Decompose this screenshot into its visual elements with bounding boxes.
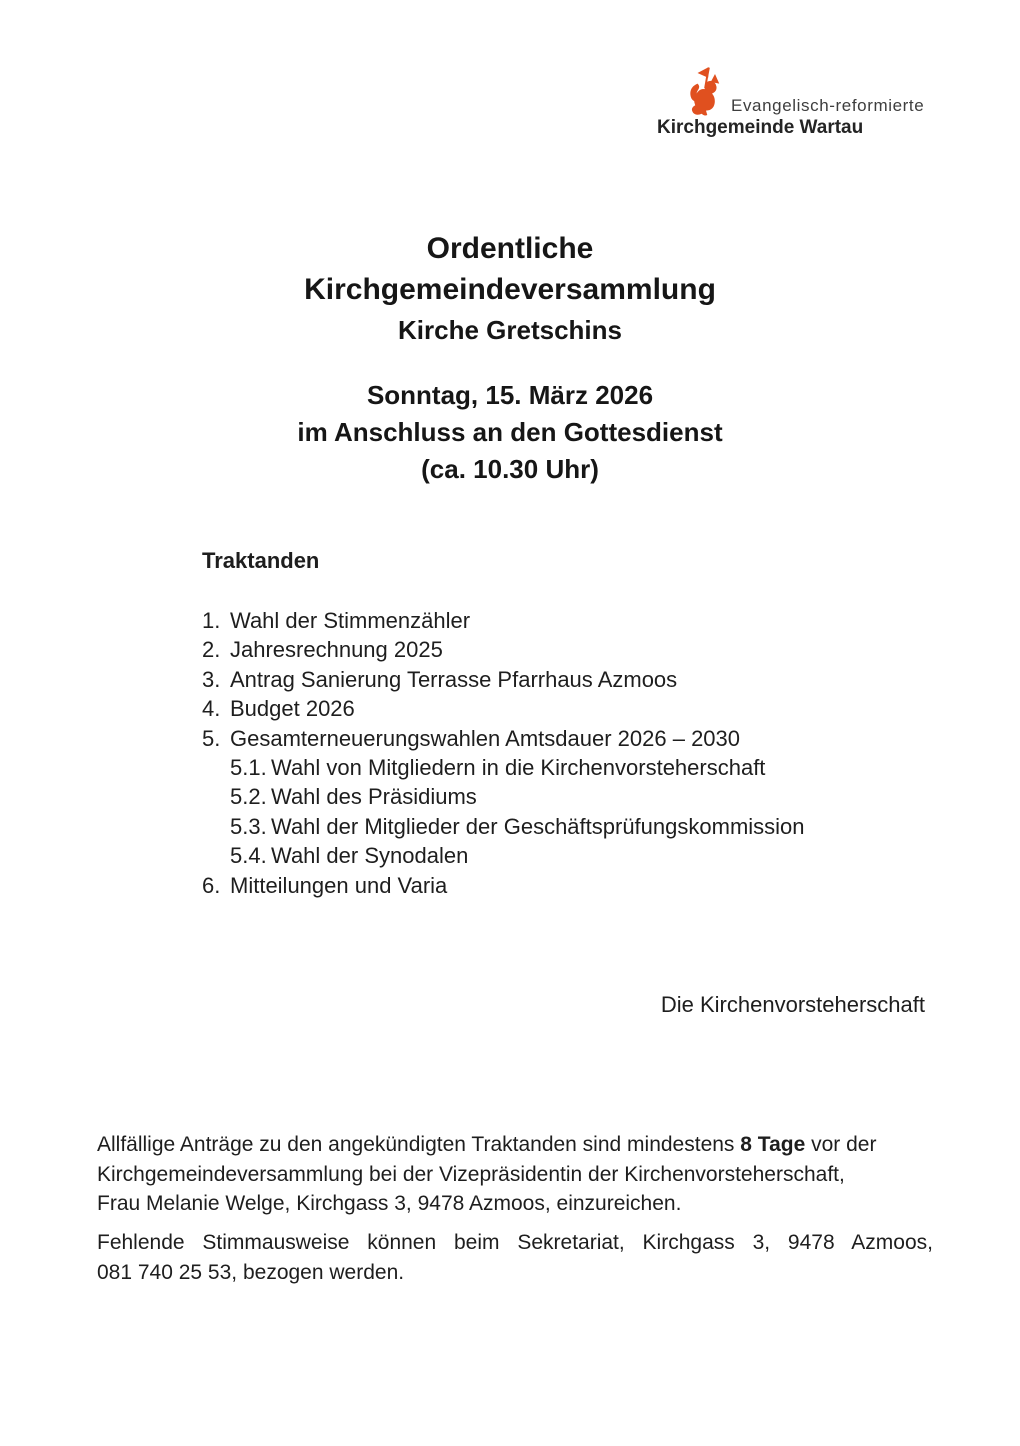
agenda-item-number: 5.: [202, 725, 221, 751]
signature-line: Die Kirchenvorsteherschaft: [660, 992, 925, 1017]
agenda-item-label: Antrag Sanierung Terrasse Pfarrhaus Azmoos: [230, 666, 678, 692]
note-text: vor der: [805, 1133, 877, 1156]
agenda-item-number: 3.: [202, 666, 221, 692]
note-text: Kirchgemeindeversammlung bei der Vizepräsidentin der Kirchenvorsteherschaft,: [97, 1162, 845, 1186]
agenda-item-label: Wahl von Mitgliedern in die Kirchenvorsteherschaft: [271, 755, 766, 781]
agenda-item-number: 5.3.: [230, 813, 267, 839]
title-line2: Kirchgemeindeversammlung: [304, 273, 716, 306]
event-datetime: [0, 377, 1020, 488]
note-text: Allfällige Anträge zu den angekündigten Traktanden sind mindestens: [97, 1133, 741, 1156]
agenda-item-label: Gesamterneuerungswahlen Amtsdauer 2026 – 2030: [230, 725, 741, 751]
agenda-subitem: [202, 841, 922, 870]
note-text: Frau Melanie Welge, Kirchgass 3, 9478 Azmoos, einzureichen.: [97, 1192, 682, 1216]
agenda-item-label: Wahl der Synodalen: [271, 843, 469, 869]
event-time: (ca. 10.30 Uhr): [421, 454, 599, 484]
agenda-item-number: 6.: [202, 872, 221, 898]
agenda-item: [202, 606, 922, 635]
agenda-item: [202, 665, 922, 694]
event-info: im Anschluss an den Gottesdienst: [297, 417, 723, 447]
agenda-item-label: Wahl des Präsidiums: [271, 784, 477, 810]
agenda-item-label: Budget 2026: [230, 696, 355, 722]
note-bold-deadline: 8 Tage: [740, 1133, 806, 1156]
agenda-item-label: Jahresrechnung 2025: [230, 637, 443, 663]
logo-org-line1: Evangelisch-reformierte: [731, 96, 925, 115]
note-submission-deadline: [97, 1130, 933, 1219]
agenda-item-label: Wahl der Mitglieder der Geschäftsprüfungskommission: [271, 813, 805, 839]
agenda-item-number: 4.: [202, 696, 221, 722]
agenda-subitem: [202, 782, 922, 811]
agenda-heading: Traktanden: [202, 548, 320, 573]
agenda-subitem: [202, 812, 922, 841]
note-text: Fehlende Stimmausweise können beim Sekretariat, Kirchgass 3, 9478 Azmoos,: [97, 1231, 933, 1254]
agenda-item: [202, 635, 922, 664]
event-date: Sonntag, 15. März 2026: [366, 380, 654, 410]
agenda-item-number: 5.1.: [230, 755, 267, 781]
agenda-item: [202, 871, 922, 900]
agenda-item-number: 2.: [202, 637, 221, 663]
agenda-item: [202, 724, 922, 753]
logo-org-line2: Kirchgemeinde Wartau: [657, 117, 864, 138]
agenda-subitem: [202, 753, 922, 782]
agenda-item-number: 5.4.: [230, 843, 267, 869]
agenda-item-label: Wahl der Stimmenzähler: [230, 608, 471, 633]
title-line1: Ordentliche: [426, 232, 594, 265]
agenda-item-number: 5.2.: [230, 784, 267, 810]
agenda-list: [202, 606, 922, 900]
rooster-flag-icon: [688, 66, 724, 116]
note-text: 081 740 25 53, bezogen werden.: [97, 1260, 405, 1284]
agenda-item-label: Mitteilungen und Varia: [230, 872, 448, 898]
agenda-item-number: 1.: [202, 608, 221, 633]
agenda-item: [202, 694, 922, 723]
title-line3: Kirche Gretschins: [398, 315, 622, 345]
note-voting-card: [97, 1228, 933, 1287]
document-title: [0, 228, 1020, 351]
